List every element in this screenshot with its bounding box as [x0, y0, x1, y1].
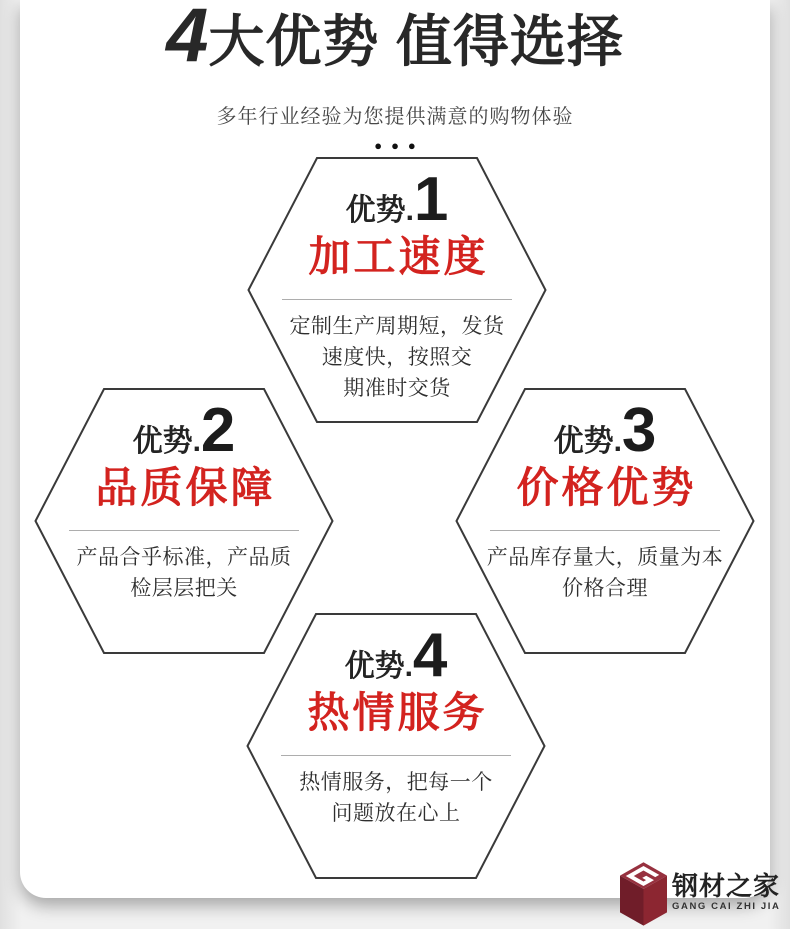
description-line: 热情服务，把每一个	[299, 771, 493, 794]
divider-line	[490, 530, 720, 531]
advantage-3-number: 3	[621, 396, 657, 465]
title-number: 4	[166, 0, 209, 78]
description-line: 问题放在心上	[331, 802, 461, 825]
brand-logo	[620, 856, 790, 929]
three-dots-icon: ●●●	[374, 138, 425, 153]
advantage-2-number: 2	[200, 396, 236, 465]
advantage-1-title: 加工速度	[308, 233, 489, 280]
brand-subtitle: GANG CAI ZHI JIA	[672, 901, 781, 912]
title-text: 大优势 值得选择	[208, 10, 624, 73]
cube-g-logo-icon	[620, 861, 667, 929]
description-line: 定制生产周期短，发货	[289, 315, 505, 338]
description-line: 检层层把关	[130, 577, 238, 600]
brand-name: 钢材之家	[672, 871, 781, 901]
advantage-2-label: 优势.	[132, 425, 201, 458]
divider-line	[282, 299, 512, 300]
advantage-4-number-row	[246, 621, 546, 690]
description-line: 速度快，按照交	[321, 346, 473, 369]
description-line: 期准时交货	[343, 377, 451, 400]
advantage-2-description	[34, 542, 334, 604]
description-line: 价格合理	[562, 577, 648, 600]
advantage-1-number-row	[247, 165, 547, 234]
advantage-hexagon-1	[247, 156, 547, 424]
advantage-3-label: 优势.	[553, 425, 622, 458]
advantage-2-title: 品质保障	[95, 464, 276, 511]
divider-line	[281, 755, 511, 756]
advantage-2-number-row	[34, 396, 334, 465]
page-title	[0, 0, 790, 93]
advantage-4-number: 4	[412, 621, 448, 690]
description-line: 产品库存量大，质量为本	[486, 546, 724, 569]
advantage-4-description	[246, 767, 546, 829]
advantage-1-number: 1	[413, 165, 449, 234]
advantage-hexagon-4	[246, 612, 546, 880]
advantage-3-number-row	[455, 396, 755, 465]
section-header	[0, 0, 790, 153]
page-subtitle: 多年行业经验为您提供满意的购物体验	[216, 106, 574, 128]
advantage-4-label: 优势.	[344, 650, 413, 683]
brand-text-block	[672, 872, 780, 929]
description-line: 产品合乎标准，产品质	[76, 546, 292, 569]
divider-line	[69, 530, 299, 531]
advantage-4-title: 热情服务	[307, 689, 488, 736]
advantage-3-description	[455, 542, 755, 604]
advantage-3-title: 价格优势	[516, 464, 697, 511]
advantage-1-label: 优势.	[345, 194, 414, 227]
